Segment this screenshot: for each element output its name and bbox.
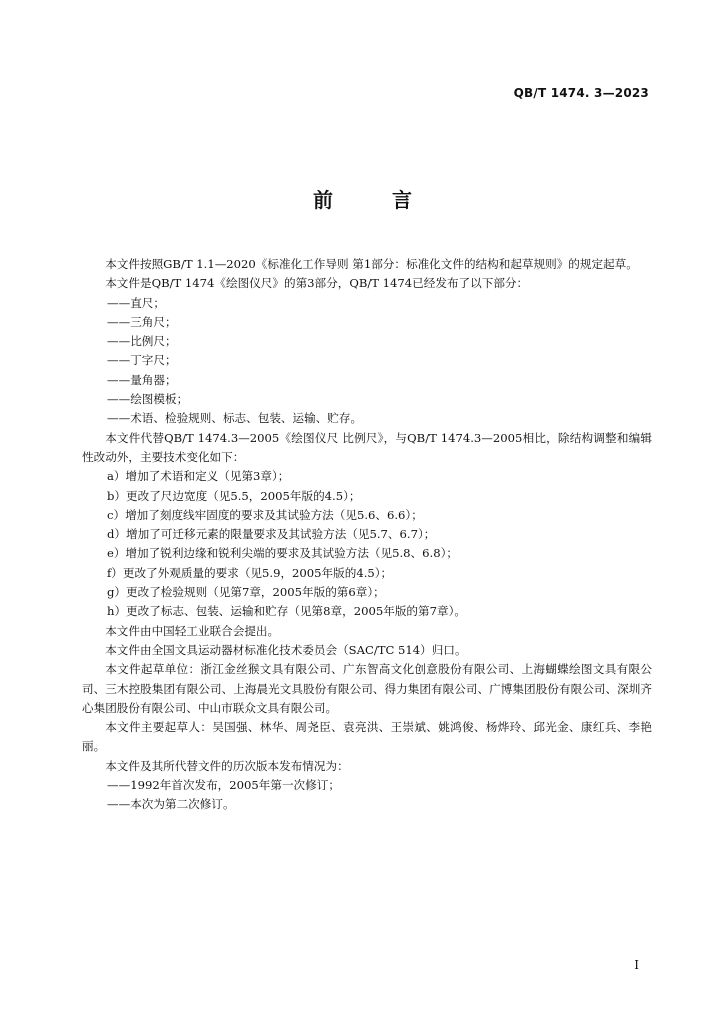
changes-list <box>82 467 652 621</box>
list-item: a）增加了术语和定义（见第3章）； <box>107 469 290 484</box>
list-item: ——量角器； <box>107 372 177 387</box>
list-item: ——三角尺； <box>107 314 177 329</box>
paragraph-committee: 本文件由全国文具运动器材标准化技术委员会（SAC/TC 514）归口。 <box>105 642 467 657</box>
list-item: ——本次为第二次修订。 <box>107 797 235 812</box>
paragraph-drafting-units: 本文件起草单位：浙江金丝猴文具有限公司、广东智高文化创意股份有限公司、上海蝴蝶绘图文具有限公司、三木控股集团有限公司、上海晨光文具股份有限公司、得力集团有限公司、广博集团股份有限公司、深圳齐心集团股份有限公司、中山市联众文具有限公司。 <box>82 662 652 715</box>
list-item: g）更改了检验规则（见第7章，2005年版的第6章）； <box>107 585 385 600</box>
list-item: ——术语、检验规则、标志、包装、运输、贮存。 <box>107 411 363 426</box>
page-number: I <box>634 958 639 972</box>
paragraph-proposer: 本文件由中国轻工业联合会提出。 <box>105 623 280 638</box>
paragraph-drafters: 本文件主要起草人：吴国强、林华、周尧臣、袁亮洪、王崇斌、姚鸿俊、杨烨玲、邱光金、康红兵、李艳丽。 <box>82 720 652 754</box>
list-item: ——绘图模板； <box>107 392 189 407</box>
list-item: ——比例尺； <box>107 334 177 349</box>
history-list <box>82 776 652 815</box>
list-item: e）增加了锐利边缘和锐利尖端的要求及其试验方法（见5.8、6.8）； <box>107 546 458 561</box>
paragraph-replacement: 本文件代替QB/T 1474.3—2005《绘图仪尺 比例尺》，与QB/T 1474.3—2005相比，除结构调整和编辑性改动外，主要技术变化如下： <box>82 430 652 464</box>
standard-code: QB/T 1474. 3—2023 <box>513 86 649 100</box>
parts-list <box>82 294 652 429</box>
paragraph-history-intro: 本文件及其所代替文件的历次版本发布情况为： <box>105 758 349 773</box>
document-body <box>82 255 652 815</box>
list-item: h）更改了标志、包装、运输和贮存（见第8章，2005年版的第7章）。 <box>107 604 466 619</box>
page-title: 前 言 <box>313 188 438 212</box>
paragraph-part-intro: 本文件是QB/T 1474《绘图仪尺》的第3部分，QB/T 1474已经发布了以下部分： <box>105 276 529 291</box>
list-item: c）增加了刻度线牢固度的要求及其试验方法（见5.6、6.6）； <box>107 507 423 522</box>
list-item: ——丁字尺； <box>107 353 177 368</box>
list-item: ——1992年首次发布，2005年第一次修订； <box>107 778 340 793</box>
list-item: f）更改了外观质量的要求（见5.9，2005年版的4.5）； <box>107 565 393 580</box>
list-item: d）增加了可迁移元素的限量要求及其试验方法（见5.7、6.7）； <box>107 527 436 542</box>
list-item: ——直尺； <box>107 295 165 310</box>
list-item: b）更改了尺边宽度（见5.5，2005年版的4.5）； <box>107 488 361 503</box>
paragraph-drafting-rule: 本文件按照GB/T 1.1—2020《标准化工作导则 第1部分：标准化文件的结构和起草规则》的规定起草。 <box>105 257 638 271</box>
